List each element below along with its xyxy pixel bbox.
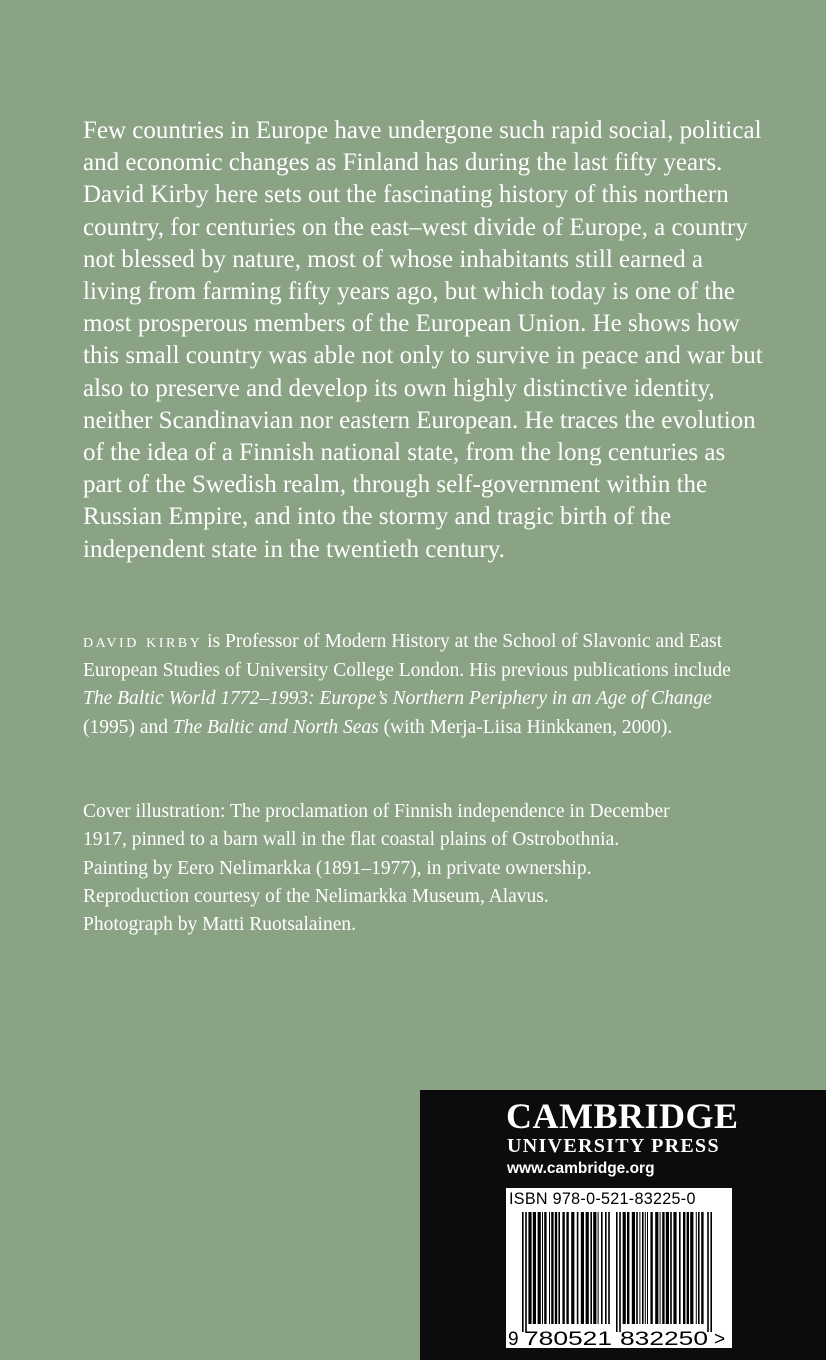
cover-credit-line: Photograph by Matti Ruotsalainen. xyxy=(83,914,356,936)
barcode-bar xyxy=(670,1212,672,1324)
barcode-bar xyxy=(650,1212,652,1324)
barcode-bar xyxy=(627,1212,629,1324)
barcode-guard-bar xyxy=(525,1212,527,1332)
barcode-bar xyxy=(636,1212,638,1324)
barcode-bar xyxy=(666,1212,669,1324)
cover-credit xyxy=(83,798,763,939)
barcode-guard-bar xyxy=(619,1212,621,1332)
barcode-bar xyxy=(696,1212,697,1324)
barcode-bar xyxy=(660,1212,661,1324)
publisher-logo-subtitle: UNIVERSITY PRESS xyxy=(507,1135,720,1157)
author-bio-text-3: (with Merja-Liisa Hinkkanen, 2000). xyxy=(378,716,673,738)
barcode-digits-left: 780521 xyxy=(524,1329,612,1348)
author-name: david kirby xyxy=(83,631,203,652)
barcode-bar xyxy=(533,1212,536,1324)
author-bio-text-1: is Professor of Modern History at the School of Slavonic and East European Studies of University College London. His previous publications include xyxy=(83,631,731,681)
publisher-logo-name: CAMBRIDGE xyxy=(506,1096,739,1136)
barcode-bar xyxy=(571,1212,574,1324)
barcode-bar xyxy=(590,1212,592,1324)
barcode-bar xyxy=(642,1212,644,1324)
isbn-label: ISBN 978-0-521-83225-0 xyxy=(509,1189,696,1208)
barcode-bar xyxy=(701,1212,703,1324)
barcode-digits-right: 832250 xyxy=(620,1329,708,1348)
barcode-bar xyxy=(655,1212,658,1324)
barcode-guard-bar xyxy=(522,1212,524,1332)
barcode-bar xyxy=(542,1212,543,1324)
publisher-url: www.cambridge.org xyxy=(507,1160,655,1177)
barcode-bar xyxy=(632,1212,635,1324)
barcode-bar xyxy=(577,1212,579,1324)
barcode-guard-bar xyxy=(616,1212,618,1332)
barcode-bar xyxy=(605,1212,607,1324)
publisher-block xyxy=(420,1090,826,1360)
barcode-bar xyxy=(679,1212,681,1324)
author-book-title-1: The Baltic World 1772–1993: Europe’s Northern Periphery in an Age of Change xyxy=(83,688,712,709)
barcode-bar xyxy=(566,1212,568,1324)
barcode-bar xyxy=(601,1212,603,1324)
barcode-bar xyxy=(558,1212,560,1324)
barcode-bar xyxy=(555,1212,557,1324)
barcode-bar xyxy=(623,1212,626,1324)
barcode-end-mark: > xyxy=(714,1329,726,1348)
cover-credit-line: 1917, pinned to a barn wall in the flat coastal plains of Ostrobothnia. xyxy=(83,829,620,851)
barcode-bar xyxy=(687,1212,689,1324)
barcode-bar xyxy=(544,1212,546,1324)
barcode-bar xyxy=(551,1212,553,1324)
barcode-bar xyxy=(645,1212,646,1324)
description-blurb: Few countries in Europe have undergone such rapid social, political and economic changes as Finland has during the last fifty years. David Kirby here sets out the fascinating history of this northern country, for centuries on the east–west divide of Europe, a country not blessed by nature, most of whose inhabitants still earned a living from farming fifty years ago, but which today is one of the most prosperous members of the European Union. He shows how this small country was able not only to survive in peace and war but also to preserve and develop its own highly distinctive identity, neither Scandinavian nor eastern European. He traces the evolution of the idea of a Finnish national state, from the long centuries as part of the Swedish realm, through self-government within the Russian Empire, and into the stormy and tragic birth of the independent state in the twentieth century. xyxy=(83,117,763,563)
barcode-bar xyxy=(586,1212,589,1324)
barcode-bar xyxy=(549,1212,550,1324)
barcode-bar xyxy=(683,1212,685,1324)
barcode-bar xyxy=(598,1212,599,1324)
cover-credit-line: Cover illustration: The proclamation of Finnish independence in December xyxy=(83,801,670,822)
barcode-bar xyxy=(698,1212,700,1324)
barcode-bar xyxy=(608,1212,610,1324)
barcode-bar xyxy=(538,1212,541,1324)
barcode-bar xyxy=(593,1212,596,1324)
barcode-bar xyxy=(639,1212,640,1324)
barcode-guard-bar xyxy=(707,1212,709,1332)
barcode-bar xyxy=(581,1212,584,1324)
author-bio-text-2: (1995) and xyxy=(83,716,173,738)
barcode-graphic xyxy=(506,1188,732,1348)
barcode-bar xyxy=(528,1212,531,1324)
author-book-title-2: The Baltic and North Seas xyxy=(172,716,379,738)
cover-credit-line: Reproduction courtesy of the Nelimarkka Museum, Alavus. xyxy=(83,885,549,907)
isbn-barcode xyxy=(506,1188,732,1348)
barcode-bar xyxy=(662,1212,664,1324)
barcode-bar xyxy=(673,1212,676,1324)
barcode-bar xyxy=(562,1212,564,1324)
barcode-bar xyxy=(647,1212,648,1324)
cover-credit-line: Painting by Eero Nelimarkka (1891–1977), in private ownership. xyxy=(83,857,592,879)
barcode-guard-bar xyxy=(710,1212,712,1332)
barcode-bar xyxy=(690,1212,693,1324)
author-bio xyxy=(83,628,763,742)
barcode-first-digit: 9 xyxy=(508,1329,519,1348)
